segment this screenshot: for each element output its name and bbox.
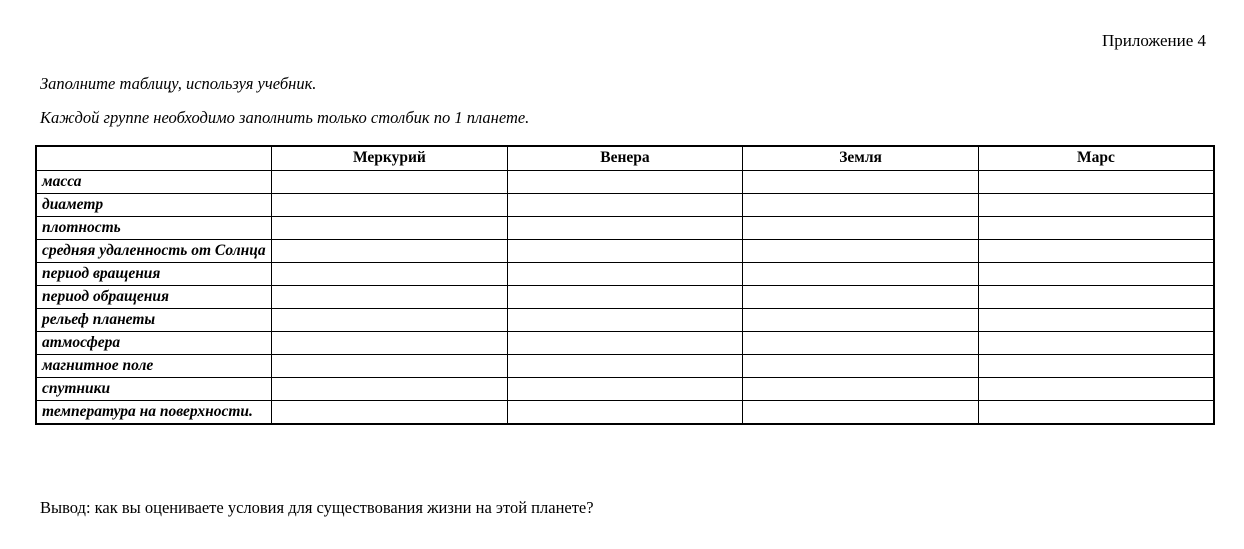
row-label: атмосфера [36, 331, 272, 354]
empty-data-cell [272, 308, 508, 331]
empty-data-cell [507, 331, 743, 354]
row-label: масса [36, 170, 272, 193]
table-row [36, 285, 1214, 308]
empty-data-cell [978, 216, 1214, 239]
table-row [36, 239, 1214, 262]
empty-data-cell [743, 377, 979, 400]
empty-data-cell [272, 170, 508, 193]
empty-data-cell [978, 400, 1214, 424]
empty-data-cell [743, 354, 979, 377]
empty-data-cell [743, 216, 979, 239]
empty-data-cell [743, 262, 979, 285]
empty-data-cell [507, 308, 743, 331]
empty-data-cell [743, 193, 979, 216]
empty-data-cell [272, 354, 508, 377]
empty-data-cell [978, 377, 1214, 400]
empty-data-cell [978, 239, 1214, 262]
empty-data-cell [978, 308, 1214, 331]
row-label: средняя удаленность от Солнца [36, 239, 272, 262]
empty-data-cell [507, 377, 743, 400]
empty-data-cell [507, 400, 743, 424]
empty-data-cell [507, 239, 743, 262]
instruction-fill-table: Заполните таблицу, используя учебник. [40, 74, 317, 93]
empty-data-cell [272, 331, 508, 354]
planets-table-body [36, 170, 1214, 424]
empty-data-cell [272, 285, 508, 308]
planet-column-header: Меркурий [272, 146, 508, 170]
empty-data-cell [743, 170, 979, 193]
row-label: период обращения [36, 285, 272, 308]
planet-column-header: Марс [978, 146, 1214, 170]
empty-data-cell [743, 400, 979, 424]
empty-data-cell [272, 239, 508, 262]
empty-data-cell [507, 170, 743, 193]
empty-data-cell [272, 193, 508, 216]
empty-data-cell [507, 285, 743, 308]
row-label: температура на поверхности. [36, 400, 272, 424]
empty-data-cell [507, 262, 743, 285]
planet-column-header: Земля [743, 146, 979, 170]
empty-data-cell [743, 239, 979, 262]
empty-data-cell [978, 354, 1214, 377]
table-row [36, 170, 1214, 193]
table-row [36, 400, 1214, 424]
row-label: плотность [36, 216, 272, 239]
empty-data-cell [978, 285, 1214, 308]
empty-data-cell [272, 377, 508, 400]
row-label: период вращения [36, 262, 272, 285]
table-row [36, 216, 1214, 239]
row-label: диаметр [36, 193, 272, 216]
appendix-label: Приложение 4 [1102, 31, 1206, 50]
empty-data-cell [743, 308, 979, 331]
empty-data-cell [507, 354, 743, 377]
table-row [36, 377, 1214, 400]
empty-data-cell [978, 193, 1214, 216]
header-row [36, 146, 1214, 170]
empty-data-cell [507, 216, 743, 239]
row-label: магнитное поле [36, 354, 272, 377]
empty-data-cell [743, 331, 979, 354]
empty-data-cell [743, 285, 979, 308]
planets-table [35, 145, 1215, 425]
empty-data-cell [978, 331, 1214, 354]
empty-data-cell [272, 262, 508, 285]
row-label: рельеф планеты [36, 308, 272, 331]
empty-data-cell [978, 262, 1214, 285]
conclusion-question: Вывод: как вы оцениваете условия для существования жизни на этой планете? [40, 498, 594, 517]
corner-header-cell [36, 146, 272, 170]
table-row [36, 193, 1214, 216]
empty-data-cell [507, 193, 743, 216]
empty-data-cell [978, 170, 1214, 193]
table-row [36, 331, 1214, 354]
empty-data-cell [272, 400, 508, 424]
table-row [36, 354, 1214, 377]
planets-table-header [36, 146, 1214, 170]
instruction-group-column: Каждой группе необходимо заполнить только столбик по 1 планете. [40, 108, 530, 127]
row-label: спутники [36, 377, 272, 400]
table-row [36, 308, 1214, 331]
empty-data-cell [272, 216, 508, 239]
planet-column-header: Венера [507, 146, 743, 170]
table-row [36, 262, 1214, 285]
